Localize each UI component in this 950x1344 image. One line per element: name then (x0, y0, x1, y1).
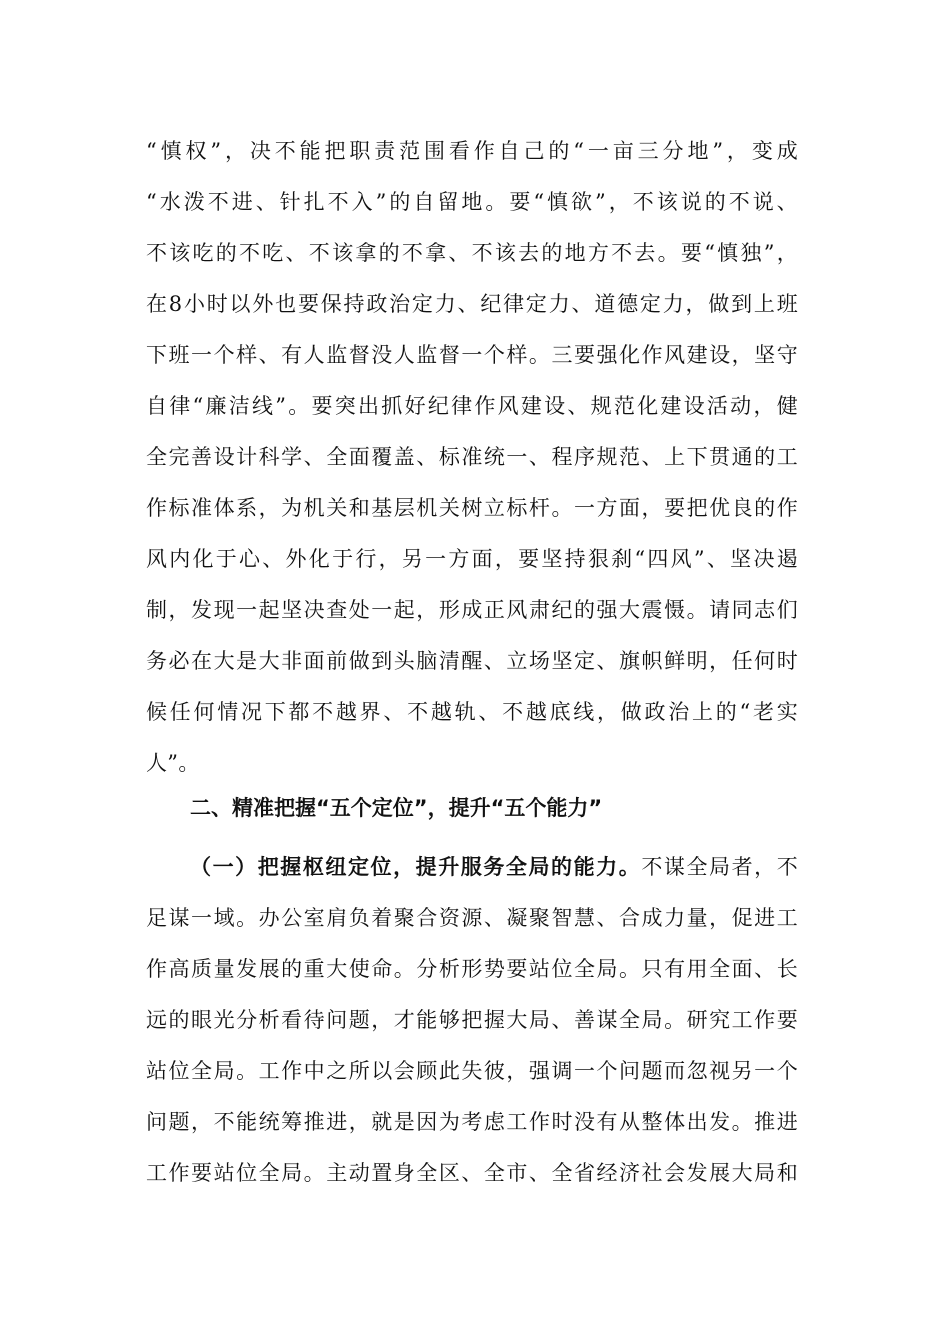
paragraph-2 (146, 842, 798, 1199)
paragraph-1-line-5: 下班一个样、有人监督没人监督一个样。三要强化作风建设，坚守 (146, 343, 798, 367)
paragraph-2-line-1-rest: 不谋全局者，不 (641, 855, 799, 879)
paragraph-1-line-4: 在8小时以外也要保持政治定力、纪律定力、道德定力，做到上班 (146, 292, 798, 316)
paragraph-1-line-1: “慎权”，决不能把职责范围看作自己的“一亩三分地”，变成 (146, 139, 798, 163)
paragraph-1-line-2: “水泼不进、针扎不入”的自留地。要“慎欲”，不该说的不说、 (146, 190, 798, 214)
paragraph-2-line-5: 站位全局。工作中之所以会顾此失彼，强调一个问题而忽视另一个 (146, 1059, 798, 1083)
paragraph-2-lead: （一）把握枢纽定位，提升服务全局的能力。 (190, 855, 642, 879)
paragraph-1-line-12: 候任何情况下都不越界、不越轨、不越底线，做政治上的“老实 (146, 700, 798, 724)
paragraph-2-line-3: 作高质量发展的重大使命。分析形势要站位全局。只有用全面、长 (146, 957, 798, 981)
paragraph-2-line-4: 远的眼光分析看待问题，才能够把握大局、善谋全局。研究工作要 (146, 1008, 798, 1032)
paragraph-2-line-7: 工作要站位全局。主动置身全区、全市、全省经济社会发展大局和 (146, 1161, 798, 1185)
paragraph-1-line-8: 作标准体系，为机关和基层机关树立标杆。一方面，要把优良的作 (146, 496, 798, 520)
paragraph-1-line-3: 不该吃的不吃、不该拿的不拿、不该去的地方不去。要“慎独”， (146, 241, 798, 265)
section-heading: 二、精准把握“五个定位”，提升“五个能力” (190, 796, 603, 820)
paragraph-2-line-2: 足谋一域。办公室肩负着聚合资源、凝聚智慧、合成力量，促进工 (146, 906, 798, 930)
paragraph-1-line-9: 风内化于心、外化于行，另一方面，要坚持狠刹“四风”、坚决遏 (146, 547, 798, 571)
paragraph-1-line-10: 制，发现一起坚决查处一起，形成正风肃纪的强大震慑。请同志们 (146, 598, 798, 622)
paragraph-2-line-1 (146, 842, 798, 893)
paragraph-1 (146, 126, 798, 789)
paragraph-1-line-13: 人”。 (146, 751, 200, 775)
paragraph-1-line-6: 自律“廉洁线”。要突出抓好纪律作风建设、规范化建设活动，健 (146, 394, 798, 418)
paragraph-1-line-7: 全完善设计科学、全面覆盖、标准统一、程序规范、上下贯通的工 (146, 445, 798, 469)
paragraph-2-line-6: 问题，不能统筹推进，就是因为考虑工作时没有从整体出发。推进 (146, 1110, 798, 1134)
paragraph-1-line-11: 务必在大是大非面前做到头脑清醒、立场坚定、旗帜鲜明，任何时 (146, 649, 798, 673)
